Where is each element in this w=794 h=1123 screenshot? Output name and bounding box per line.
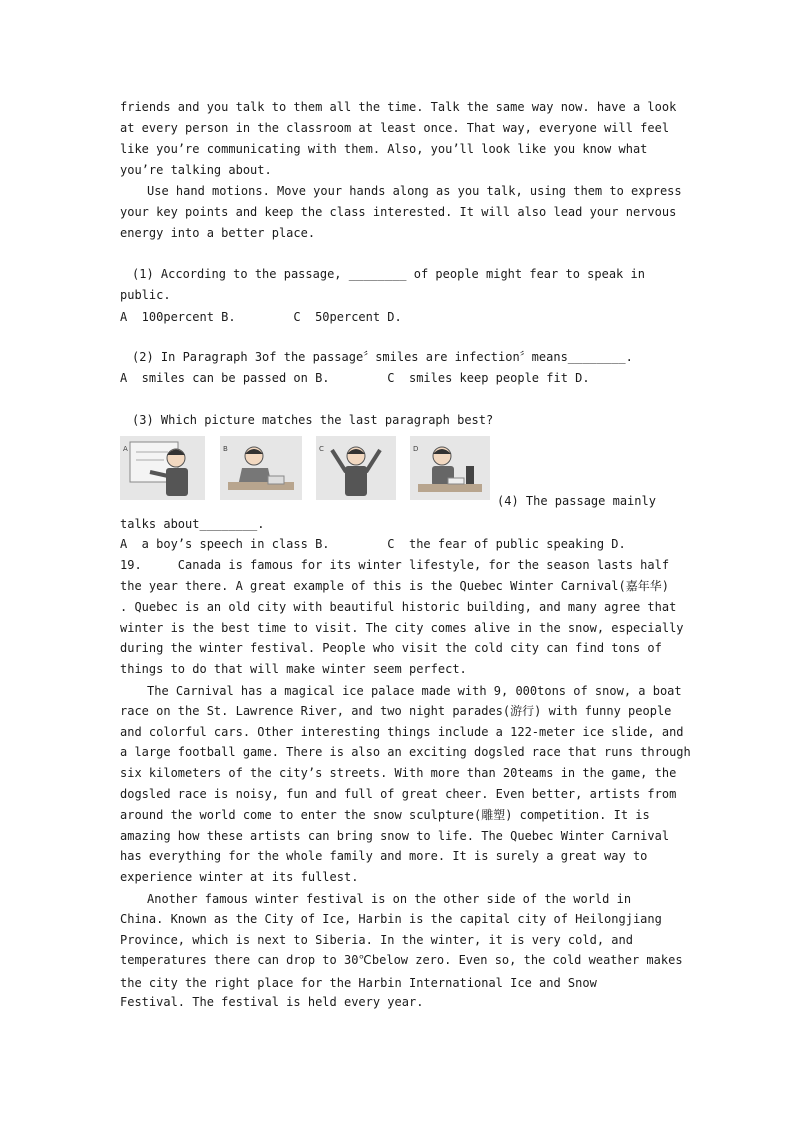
question-3-pictures [120,436,492,502]
student-at-desk-icon [220,436,302,500]
text-line: experience winter at its fullest. [120,870,359,884]
picture-c [316,436,396,500]
text-line: dogsled race is noisy, fun and full of great cheer. Even better, artists from [120,787,677,801]
question-1-options: A 100percent B. C 50percent D. [120,310,402,324]
passage-19-number-line: 19. Canada is famous for its winter lifestyle, for the season lasts half [120,558,670,572]
picture-label: A [123,445,128,453]
text-line: around the world come to enter the snow sculpture(雕塑) competition. It is [120,808,650,822]
question-3-stem: (3) Which picture matches the last paragraph best? [132,413,494,427]
picture-a [120,436,205,500]
text-line: a large football game. There is also an exciting dogsled race that runs through [120,745,691,759]
text-line: amazing how these artists can bring snow to life. The Quebec Winter Carnival [120,829,670,843]
question-2-options: A smiles can be passed on B. C smiles keep people fit D. [120,371,590,385]
picture-label: C [319,445,324,453]
picture-label: D [413,445,419,453]
text-line: things to do that will make winter seem perfect. [120,662,467,676]
question-4-options: A a boy’s speech in class B. C the fear of public speaking D. [120,537,626,551]
question-1-stem: public. [120,288,171,302]
question-1-stem: (1) According to the passage, ________ of people might fear to speak in [132,267,645,281]
student-writing-icon [410,436,490,500]
text-line: at every person in the classroom at least once. That way, everyone will feel [120,121,670,135]
boy-at-blackboard-icon [120,436,205,500]
picture-label: B [223,445,228,453]
text-line: your key points and keep the class interested. It will also lead your nervous [120,205,677,219]
text-line: during the winter festival. People who visit the cold city can find tons of [120,641,662,655]
text-line: the city the right place for the Harbin International Ice and Snow [120,976,597,990]
text-line: Use hand motions. Move your hands along as you talk, using them to express [147,184,682,198]
text-line: winter is the best time to visit. The city comes alive in the snow, especially [120,621,684,635]
text-line: friends and you talk to them all the time. Talk the same way now. have a look [120,100,677,114]
text-line: and colorful cars. Other interesting things include a 122-meter ice slide, and [120,725,684,739]
text-line: has everything for the whole family and more. It is surely a great way to [120,849,648,863]
text-line: Province, which is next to Siberia. In the winter, it is very cold, and [120,933,633,947]
text-line: race on the St. Lawrence River, and two night parades(游行) with funny people [120,704,672,718]
text-line: Another famous winter festival is on the other side of the world in [147,892,632,906]
text-line: like you’re communicating with them. Also, you’ll look like you know what [120,142,648,156]
text-line: energy into a better place. [120,226,316,240]
boy-gesturing-icon [316,436,396,500]
picture-d [410,436,490,500]
question-4-stem: (4) The passage mainly [497,494,656,508]
text-line: you’re talking about. [120,163,272,177]
text-line: Festival. The festival is held every year. [120,995,424,1009]
text-line: temperatures there can drop to 30℃below zero. Even so, the cold weather makes [120,953,683,967]
question-2-stem: (2) In Paragraph 3of the passage〞smiles are infection〞means________. [132,350,633,364]
text-line: the year there. A great example of this is the Quebec Winter Carnival(嘉年华) [120,579,669,593]
question-4-stem: talks about________. [120,517,265,531]
text-line: China. Known as the City of Ice, Harbin is the capital city of Heilongjiang [120,912,662,926]
picture-b [220,436,302,500]
text-line: . Quebec is an old city with beautiful historic building, and many agree that [120,600,677,614]
text-line: six kilometers of the city’s streets. With more than 20teams in the game, the [120,766,677,780]
text-line: The Carnival has a magical ice palace made with 9, 000tons of snow, a boat [147,684,682,698]
